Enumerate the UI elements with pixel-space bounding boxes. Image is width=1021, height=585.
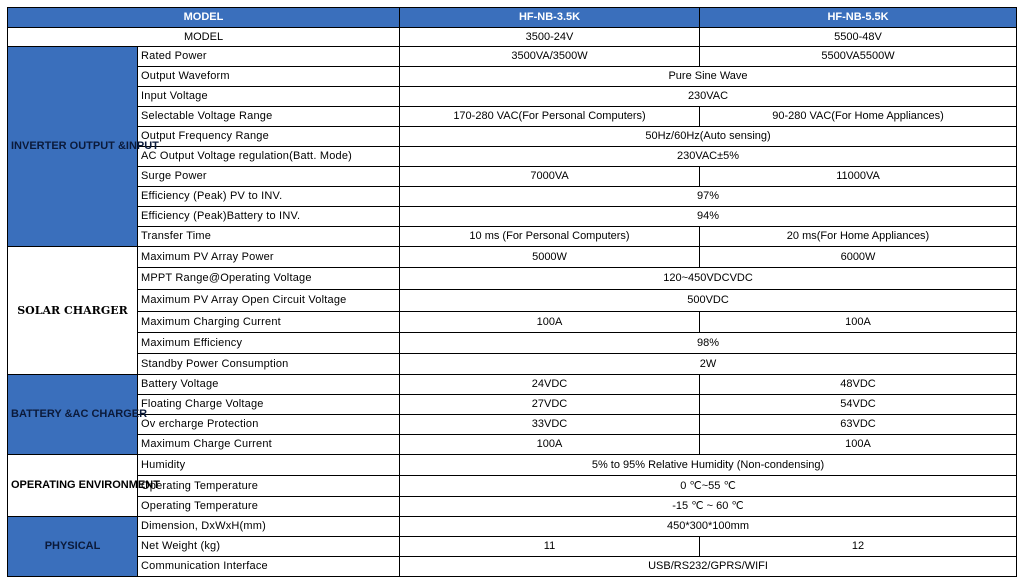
param-label: Dimension, DxWxH(mm) xyxy=(138,517,400,537)
param-label: Battery Voltage xyxy=(138,375,400,395)
param-value: 50Hz/60Hz(Auto sensing) xyxy=(400,127,1017,147)
section-solar: SOLAR CHARGER xyxy=(8,247,138,375)
table-row xyxy=(8,517,1017,537)
param-value: 12 xyxy=(700,537,1017,557)
param-value: 450*300*100mm xyxy=(400,517,1017,537)
model-label: MODEL xyxy=(8,28,400,47)
table-row xyxy=(8,312,1017,333)
param-label: Maximum Charging Current xyxy=(138,312,400,333)
param-label: Rated Power xyxy=(138,47,400,67)
param-value: 120~450VDCVDC xyxy=(400,268,1017,290)
param-value: 20 ms(For Home Appliances) xyxy=(700,227,1017,247)
table-row xyxy=(8,455,1017,476)
param-value: 97% xyxy=(400,187,1017,207)
param-value: 27VDC xyxy=(400,395,700,415)
param-label: AC Output Voltage regulation(Batt. Mode) xyxy=(138,147,400,167)
param-label: MPPT Range@Operating Voltage xyxy=(138,268,400,290)
param-label: Humidity xyxy=(138,455,400,476)
table-row xyxy=(8,354,1017,375)
param-value: 100A xyxy=(400,312,700,333)
param-value: 48VDC xyxy=(700,375,1017,395)
param-value: Pure Sine Wave xyxy=(400,67,1017,87)
param-label: Maximum PV Array Power xyxy=(138,247,400,268)
param-value: 5000W xyxy=(400,247,700,268)
table-row xyxy=(8,375,1017,395)
param-value: 230VAC±5% xyxy=(400,147,1017,167)
table-row xyxy=(8,47,1017,67)
param-label: Input Voltage xyxy=(138,87,400,107)
param-label: Operating Temperature xyxy=(138,497,400,517)
param-value: 98% xyxy=(400,333,1017,354)
param-label: Standby Power Consumption xyxy=(138,354,400,375)
param-value: 170-280 VAC(For Personal Computers) xyxy=(400,107,700,127)
table-row xyxy=(8,87,1017,107)
table-row xyxy=(8,290,1017,312)
section-environment: OPERATING ENVIRONMENT xyxy=(8,455,138,517)
section-inverter: INVERTER OUTPUT &INPUT xyxy=(8,47,138,247)
param-value: 0 ℃~55 ℃ xyxy=(400,476,1017,497)
param-value: 33VDC xyxy=(400,415,700,435)
table-row xyxy=(8,167,1017,187)
table-row xyxy=(8,247,1017,268)
param-value: USB/RS232/GPRS/WIFI xyxy=(400,557,1017,577)
param-label: Operating Temperature xyxy=(138,476,400,497)
param-value: 6000W xyxy=(700,247,1017,268)
param-label: Maximum Efficiency xyxy=(138,333,400,354)
param-label: Efficiency (Peak)Battery to INV. xyxy=(138,207,400,227)
header-row xyxy=(8,8,1017,28)
param-value: 500VDC xyxy=(400,290,1017,312)
table-row xyxy=(8,67,1017,87)
param-value: 3500VA/3500W xyxy=(400,47,700,67)
param-value: 7000VA xyxy=(400,167,700,187)
spec-table xyxy=(7,7,1017,577)
param-label: Floating Charge Voltage xyxy=(138,395,400,415)
param-label: Maximum PV Array Open Circuit Voltage xyxy=(138,290,400,312)
param-value: 94% xyxy=(400,207,1017,227)
param-value: 100A xyxy=(400,435,700,455)
param-label: Transfer Time xyxy=(138,227,400,247)
param-value: 230VAC xyxy=(400,87,1017,107)
param-label: Maximum Charge Current xyxy=(138,435,400,455)
table-row xyxy=(8,333,1017,354)
param-label: Net Weight (kg) xyxy=(138,537,400,557)
param-value: 11000VA xyxy=(700,167,1017,187)
table-row xyxy=(8,395,1017,415)
param-value: 10 ms (For Personal Computers) xyxy=(400,227,700,247)
table-row xyxy=(8,537,1017,557)
model-col1: 3500-24V xyxy=(400,28,700,47)
table-row xyxy=(8,435,1017,455)
param-label: Output Waveform xyxy=(138,67,400,87)
param-value: 5500VA5500W xyxy=(700,47,1017,67)
section-battery: BATTERY &AC CHARGER xyxy=(8,375,138,455)
param-value: 90-280 VAC(For Home Appliances) xyxy=(700,107,1017,127)
param-value: 24VDC xyxy=(400,375,700,395)
table-row xyxy=(8,187,1017,207)
table-row xyxy=(8,268,1017,290)
param-value: 11 xyxy=(400,537,700,557)
param-label: Ov ercharge Protection xyxy=(138,415,400,435)
table-row xyxy=(8,415,1017,435)
model-row xyxy=(8,28,1017,47)
table-row xyxy=(8,107,1017,127)
param-label: Communication Interface xyxy=(138,557,400,577)
param-label: Surge Power xyxy=(138,167,400,187)
param-label: Efficiency (Peak) PV to INV. xyxy=(138,187,400,207)
param-value: -15 ℃ ~ 60 ℃ xyxy=(400,497,1017,517)
param-value: 54VDC xyxy=(700,395,1017,415)
table-row xyxy=(8,147,1017,167)
param-value: 5% to 95% Relative Humidity (Non-condensing) xyxy=(400,455,1017,476)
param-label: Output Frequency Range xyxy=(138,127,400,147)
table-row xyxy=(8,497,1017,517)
param-value: 100A xyxy=(700,435,1017,455)
table-row xyxy=(8,207,1017,227)
param-value: 100A xyxy=(700,312,1017,333)
table-row xyxy=(8,227,1017,247)
section-physical: PHYSICAL xyxy=(8,517,138,577)
model-col2: 5500-48V xyxy=(700,28,1017,47)
header-col2: HF-NB-5.5K xyxy=(700,8,1017,28)
header-col1: HF-NB-3.5K xyxy=(400,8,700,28)
table-row xyxy=(8,557,1017,577)
param-value: 63VDC xyxy=(700,415,1017,435)
param-value: 2W xyxy=(400,354,1017,375)
header-model-label: MODEL xyxy=(8,8,400,28)
param-label: Selectable Voltage Range xyxy=(138,107,400,127)
